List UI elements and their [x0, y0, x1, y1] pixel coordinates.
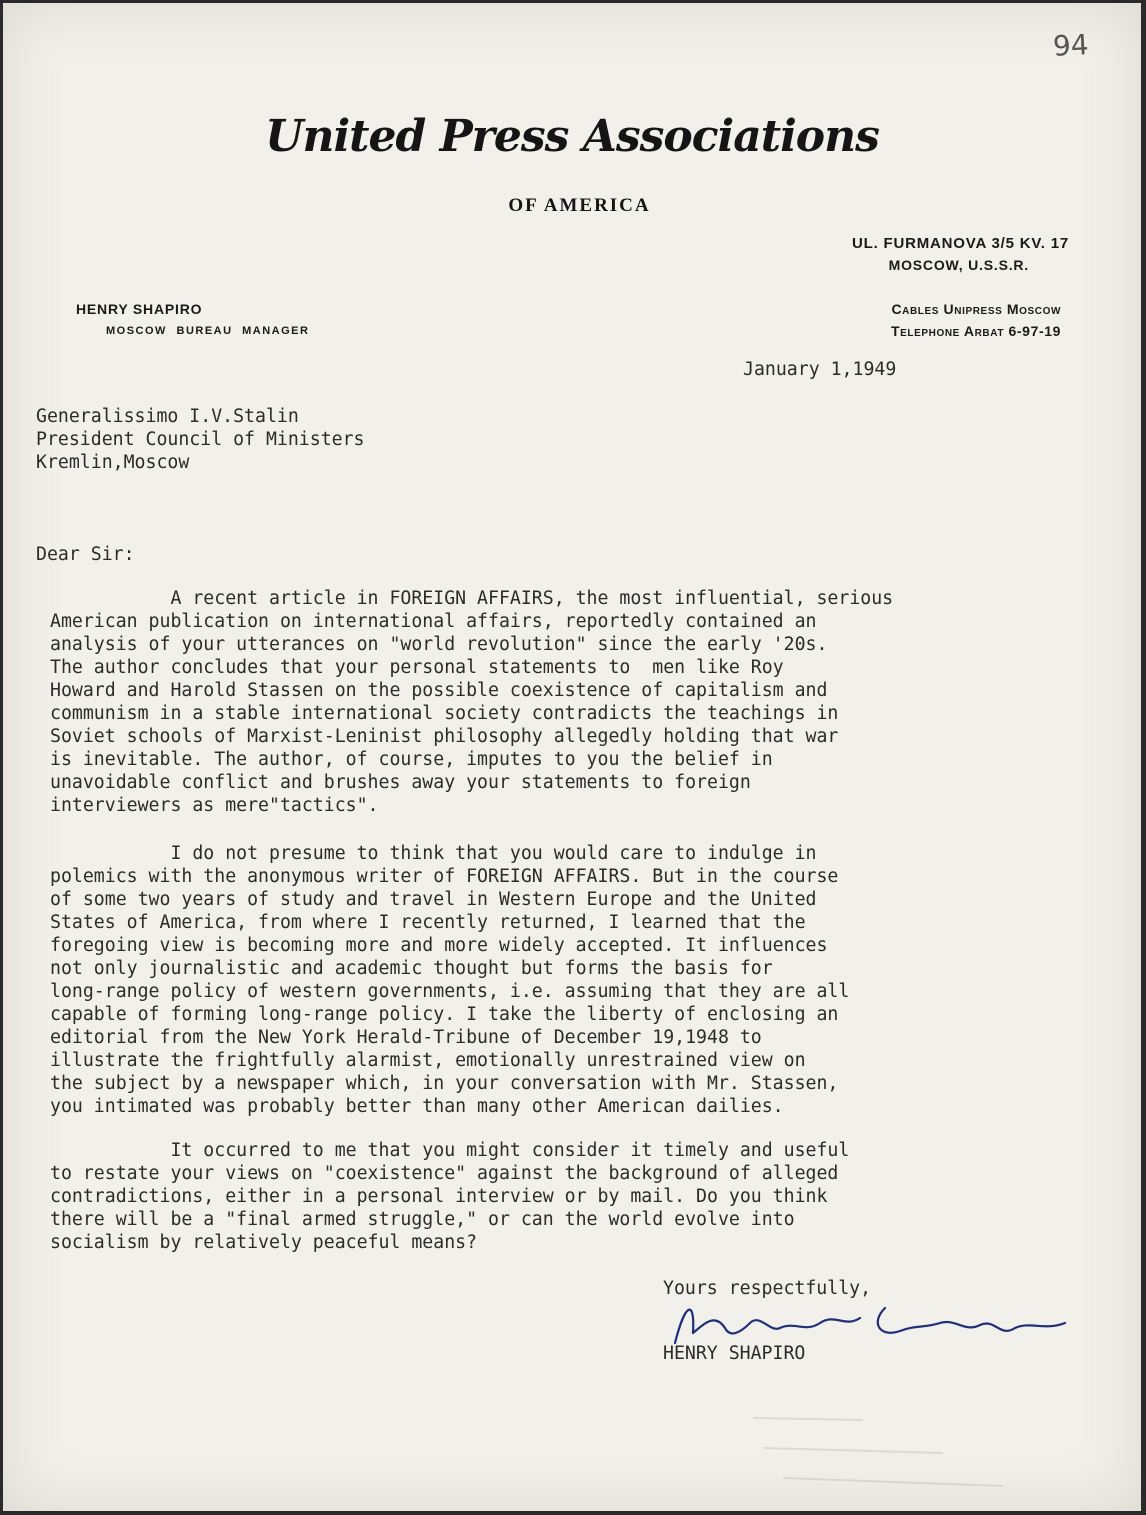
manager-title: MOSCOW BUREAU MANAGER — [106, 325, 310, 337]
manager-name: HENRY SHAPIRO — [76, 301, 203, 317]
body-paragraph-1: A recent article in FOREIGN AFFAIRS, the most influential, serious American publication on international affairs, reportedly contained an analysis of your utterances on "world revolution" since the early '20s. The author concludes that your personal statements to men like Roy Howard and Harold Stassen on the possible coexistence of capitalism and communism in a stable international society contradicts the teachings in Soviet schools of Marxist-Leninist philosophy allegedly holding that war is inevitable. The author, of course, imputes to you the belief in unavoidable conflict and brushes away your statements to foreign interviewers as mere"tactics". — [50, 588, 894, 816]
folio-number: 94 — [1052, 28, 1090, 63]
letterhead-subtitle: OF AMERICA — [508, 195, 651, 216]
typed-signature: HENRY SHAPIRO — [663, 1343, 806, 1364]
address-city: MOSCOW, U.S.S.R. — [888, 257, 1029, 273]
bleed-through-marks — [743, 1398, 1043, 1508]
recipient-block: Generalissimo I.V.Stalin President Council of Ministers Kremlin,Moscow — [36, 406, 365, 473]
telephone-number: Telephone Arbat 6-97-19 — [890, 323, 1061, 339]
body-paragraph-2: I do not presume to think that you would care to indulge in polemics with the anonymous writer of FOREIGN AFFAIRS. But in the course of some two years of study and travel in Western Europe and the United States of America, from where I recently returned, I learned that the foregoing view is becoming more and more widely accepted. It influences not only journalistic and academic thought but forms the basis for long-range policy of western governments, i.e. assuming that they are all capable of forming long-range policy. I take the liberty of enclosing an editorial from the New York Herald-Tribune of December 19,1948 to illustrate the frightfully alarmist, emotionally unrestrained view on the subject by a newspaper which, in your conversation with Mr. Stassen, you intimated was probably better than many other American dailies. — [50, 843, 850, 1117]
salutation: Dear Sir: — [36, 544, 135, 565]
letter-date: January 1,1949 — [743, 359, 897, 380]
letterhead-title: United Press Associations — [265, 111, 879, 162]
closing: Yours respectfully, — [663, 1278, 872, 1299]
address-street: UL. FURMANOVA 3/5 KV. 17 — [851, 235, 1069, 252]
body-paragraph-3: It occurred to me that you might consider it timely and useful to restate your views on "coexistence" against the background of alleged contradictions, either in a personal interview or by mail. Do you think there will be a "final armed struggle," or can the world evolve into socialism by relatively peaceful means? — [50, 1140, 850, 1253]
cable-address: Cables Unipress Moscow — [891, 301, 1061, 317]
letter-page — [3, 3, 1141, 1511]
